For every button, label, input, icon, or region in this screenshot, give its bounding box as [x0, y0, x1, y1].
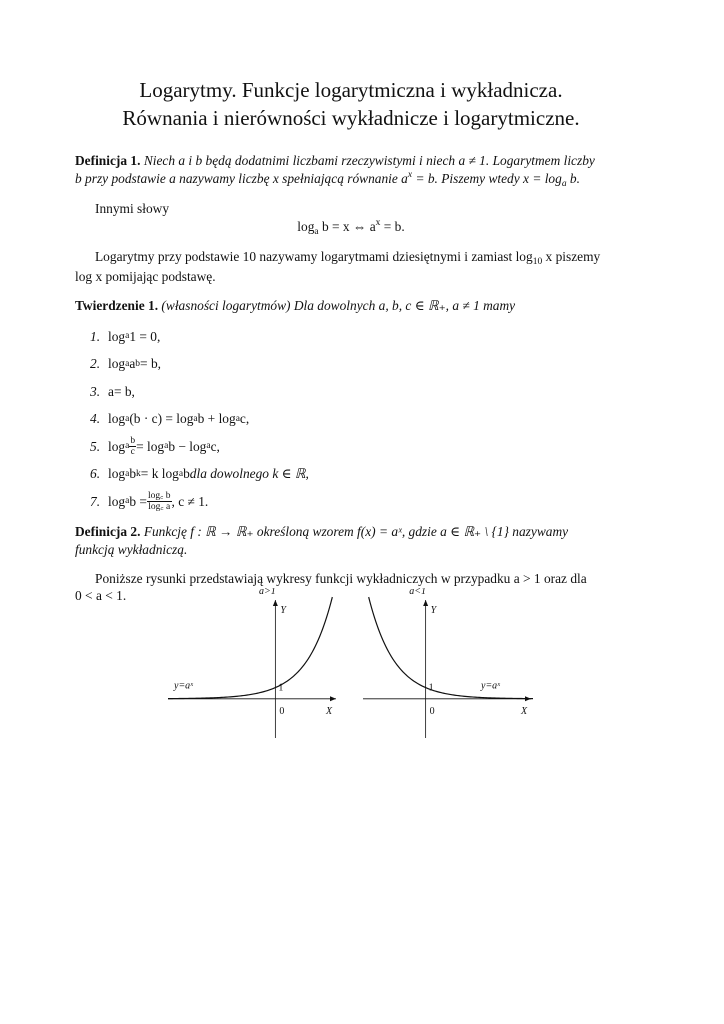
property-subscript: a [125, 358, 130, 369]
theorem-1-text: (własności logarytmów) Dla dowolnych a, b, c ∈ ℝ₊, a ≠ 1 mamy [161, 298, 516, 314]
property-subscript: a [193, 413, 198, 424]
exponential-curve [369, 597, 533, 699]
x-axis-label: X [521, 705, 528, 717]
log10-b: x piszemy [542, 248, 601, 264]
property-item [90, 405, 627, 433]
property-text: , c ≠ 1. [171, 493, 209, 509]
figures-paragraph: Poniższe rysunki przedstawiają wykresy funkcji wykładniczych w przypadku a > 1 oraz dla [95, 571, 587, 587]
property-text: = b, [140, 356, 161, 372]
property-item [90, 433, 627, 461]
intercept-label: 1 [428, 682, 434, 694]
property-text: log [108, 411, 126, 427]
origin-label: 0 [279, 705, 285, 717]
equiv-sub: a [314, 227, 319, 238]
property-text: a [108, 383, 114, 399]
property-subscript: a [125, 413, 130, 424]
chart-a-greater-1 [168, 588, 336, 738]
property-item [90, 378, 627, 406]
property-superscript: b [135, 358, 141, 369]
property-text: = k log [140, 466, 179, 482]
y-axis-arrow [273, 600, 278, 606]
property-number: 4. [90, 411, 101, 427]
equiv-mid: b = x ⇔ a [318, 219, 376, 235]
theorem-1-label: Twierdzenie 1. [75, 298, 159, 314]
log10-a: Logarytmy przy podstawie 10 nazywamy logarytmami dziesiętnymi i zamiast log [95, 248, 533, 264]
property-subscript: a [125, 331, 130, 342]
property-text: log [108, 356, 126, 372]
property-text: b = [129, 493, 147, 509]
x-axis-label: X [326, 705, 333, 717]
property-text: b [183, 466, 190, 482]
property-item [90, 323, 627, 351]
property-item [90, 350, 627, 378]
equiv-post: = b. [380, 219, 405, 235]
definition-2-line-2: funkcją wykładniczą. [75, 541, 188, 557]
series-label: y=aˣ [481, 680, 501, 692]
fraction [129, 436, 136, 457]
other-words: Innymi słowy [95, 200, 170, 216]
document-page [75, 76, 627, 605]
property-item [90, 488, 627, 516]
property-text: c, [210, 438, 220, 454]
definition-2 [75, 523, 627, 558]
property-number: 7. [90, 493, 101, 509]
origin-label: 0 [429, 705, 435, 717]
y-axis-label: Y [430, 605, 437, 616]
property-subscript: a [178, 468, 184, 479]
y-axis-arrow [423, 600, 428, 606]
property-number: 3. [90, 383, 101, 399]
property-number: 1. [90, 328, 101, 344]
title-line-1: Logarytmy. Funkcje logarytmiczna i wykładnicza. [139, 78, 563, 102]
exponential-charts [168, 588, 538, 738]
definition-1-sup: x [407, 170, 413, 181]
definition-1-sub: a [561, 179, 567, 190]
property-text: log [108, 466, 126, 482]
property-subscript: a [125, 441, 130, 452]
fraction-numerator: b [130, 435, 136, 446]
log10-paragraph [75, 248, 627, 268]
property-subscript: a [235, 413, 240, 424]
property-text: log [108, 493, 126, 509]
chart-title: a>1 [258, 588, 276, 597]
property-text: a [129, 356, 136, 372]
property-text: b − log [168, 438, 207, 454]
definition-2-line-1: Funkcję f : ℝ → ℝ₊ określoną wzorem f(x) = aˣ, gdzie a ∈ ℝ₊ \ {1} nazywamy [143, 524, 569, 540]
theorem-1 [75, 297, 627, 314]
log10-sub: 10 [532, 256, 543, 267]
property-item [90, 460, 627, 488]
log10-paragraph-end: log x pomijając podstawę. [75, 268, 216, 284]
property-subscript: a [164, 441, 169, 452]
title-line-2: Równania i nierówności wykładnicze i logarytmiczne. [122, 106, 580, 130]
equiv-pre: log [297, 219, 315, 235]
property-text: b + log [197, 411, 236, 427]
property-number: 5. [90, 438, 101, 454]
property-subscript: a [125, 496, 130, 507]
property-text: 1 = 0, [129, 328, 161, 344]
definition-1-label: Definicja 1. [75, 153, 141, 168]
y-axis-label: Y [280, 605, 286, 616]
figures-paragraph-end: 0 < a < 1. [75, 588, 127, 604]
definition-1-line-2a: b przy podstawie a nazywamy liczbę x spełniającą równanie a [75, 171, 408, 187]
definition-1-line-1: Niech a i b będą dodatnimi liczbami rzeczywistymi i niech a ≠ 1. Logarytmem liczby [143, 153, 595, 168]
properties-list [75, 323, 627, 516]
property-text: b [129, 466, 137, 482]
equivalence-formula [75, 217, 627, 238]
property-number: 6. [90, 466, 101, 482]
property-text: = b, [113, 383, 135, 399]
page-title [75, 76, 627, 132]
definition-2-label: Definicja 2. [75, 524, 141, 540]
chart-title: a<1 [409, 588, 427, 597]
fraction-denominator: log꜀ a [148, 501, 171, 512]
property-number: 2. [90, 356, 101, 372]
property-text: log [108, 328, 126, 344]
definition-1-line-2b: = b. Piszemy wtedy x = log [412, 171, 562, 187]
series-label: y=aˣ [174, 680, 194, 692]
definition-1 [75, 152, 627, 191]
property-subscript: a [206, 441, 211, 452]
intercept-label: 1 [278, 682, 284, 694]
property-text: log [108, 438, 126, 454]
property-text: (b · c) = log [129, 411, 194, 427]
chart-a-less-1 [363, 588, 533, 738]
property-italic-text: dla dowolnego k ∈ ℝ, [189, 466, 309, 482]
property-text: = log [136, 438, 165, 454]
property-text: c, [239, 411, 250, 427]
property-subscript: a [125, 468, 130, 479]
definition-1-line-2c: b. [566, 171, 580, 187]
fraction-denominator: c [130, 446, 135, 457]
fraction-numerator: log꜀ b [147, 490, 171, 501]
property-superscript: k [136, 468, 141, 479]
equiv-sup: x [375, 218, 381, 229]
fraction [147, 491, 172, 512]
x-axis-arrow [330, 696, 336, 701]
